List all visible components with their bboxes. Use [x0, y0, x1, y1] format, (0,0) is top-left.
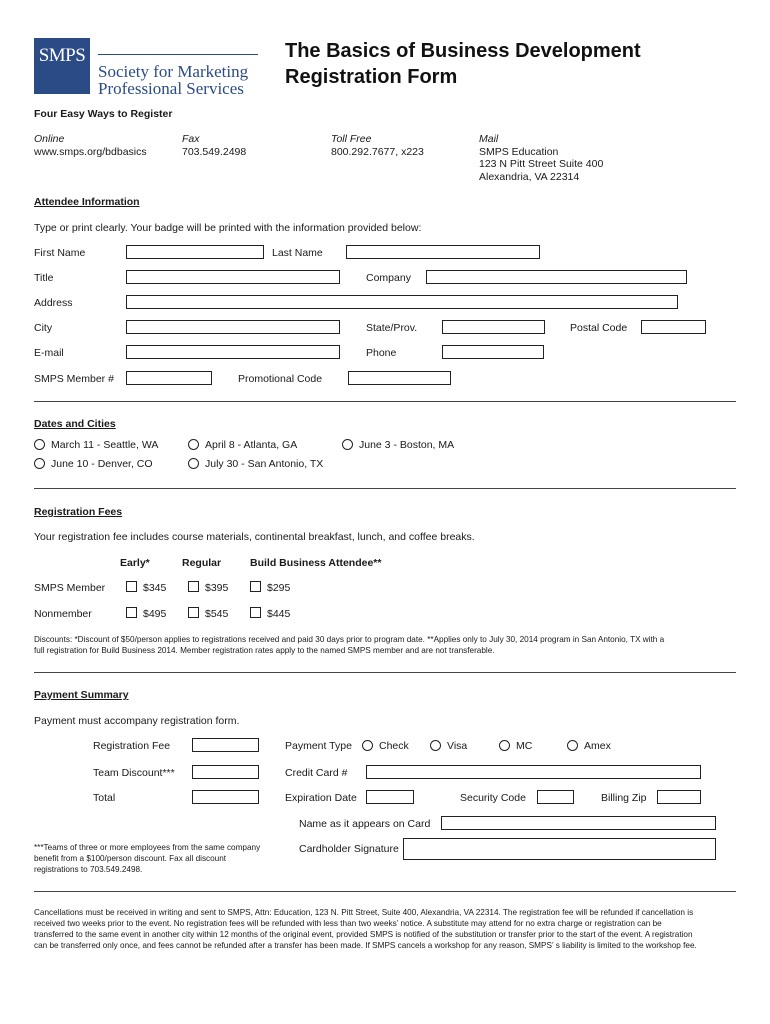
security-code-field[interactable] — [537, 790, 574, 804]
billing-zip-field[interactable] — [657, 790, 701, 804]
city-field[interactable] — [126, 320, 340, 334]
billing-zip-label: Billing Zip — [601, 792, 647, 804]
mail-line3: Alexandria, VA 22314 — [479, 171, 580, 183]
first-name-label: First Name — [34, 247, 86, 259]
online-url[interactable]: www.smps.org/bdbasics — [34, 146, 147, 158]
date-atlanta-label: April 8 - Atlanta, GA — [205, 439, 298, 451]
visa-label: Visa — [447, 740, 468, 752]
first-name-field[interactable] — [126, 245, 264, 259]
expiration-label: Expiration Date — [285, 792, 357, 804]
dates-heading: Dates and Cities — [34, 418, 116, 430]
signature-label: Cardholder Signature — [299, 843, 399, 855]
radio-mc[interactable] — [499, 740, 510, 751]
postal-field[interactable] — [641, 320, 706, 334]
logo-rule — [98, 54, 258, 55]
phone-label: Phone — [366, 347, 397, 359]
payment-type-label: Payment Type — [285, 740, 352, 752]
divider-2 — [34, 488, 736, 489]
online-label: Online — [34, 133, 65, 145]
mc-label: MC — [516, 740, 533, 752]
radio-boston[interactable] — [342, 439, 353, 450]
signature-field[interactable] — [403, 838, 716, 860]
payment-intro: Payment must accompany registration form. — [34, 715, 240, 727]
col-regular: Regular — [182, 557, 222, 569]
fees-heading: Registration Fees — [34, 506, 123, 518]
checkbox-member-early[interactable] — [126, 581, 137, 592]
postal-label: Postal Code — [570, 322, 628, 334]
smps-logo-badge — [34, 38, 90, 94]
divider-1 — [34, 401, 736, 402]
fees-intro: Your registration fee includes course materials, continental breakfast, lunch, and coffee breaks. — [34, 531, 475, 543]
email-field[interactable] — [126, 345, 340, 359]
last-name-label: Last Name — [272, 247, 323, 259]
total-field[interactable] — [192, 790, 259, 804]
expiration-field[interactable] — [366, 790, 414, 804]
nonmember-build-price: $445 — [267, 608, 291, 620]
checkbox-member-build[interactable] — [250, 581, 261, 592]
divider-4 — [34, 891, 736, 892]
name-on-card-label: Name as it appears on Card — [299, 818, 431, 830]
row-member-label: SMPS Member — [34, 582, 106, 594]
member-number-label: SMPS Member # — [34, 373, 114, 385]
fax-number: 703.549.2498 — [182, 146, 247, 158]
checkbox-nonmember-regular[interactable] — [188, 607, 199, 618]
nonmember-early-price: $495 — [143, 608, 167, 620]
row-nonmember-label: Nonmember — [34, 608, 92, 620]
radio-denver[interactable] — [34, 458, 45, 469]
team-note-line3: registrations to 703.549.2498. — [34, 865, 143, 874]
member-regular-price: $395 — [205, 582, 229, 594]
form-title: The Basics of Business Development — [285, 40, 641, 62]
member-early-price: $345 — [143, 582, 167, 594]
promo-code-label: Promotional Code — [238, 373, 323, 385]
amex-label: Amex — [584, 740, 611, 752]
col-early: Early* — [120, 557, 150, 569]
address-field[interactable] — [126, 295, 678, 309]
radio-visa[interactable] — [430, 740, 441, 751]
radio-check[interactable] — [362, 740, 373, 751]
date-san-antonio-label: July 30 - San Antonio, TX — [205, 458, 324, 470]
date-seattle-label: March 11 - Seattle, WA — [51, 439, 159, 451]
cancellation-line2: received two weeks prior to the event. No registration fees will be refunded with less than two weeks’ notice. A substitute may attend for no extra charge or registration can be — [34, 919, 662, 928]
company-field[interactable] — [426, 270, 687, 284]
discount-note-line2: full registration for Build Business 2014. Member registration rates apply to the named SMPS member and are not transferable. — [34, 646, 495, 655]
mail-line1: SMPS Education — [479, 146, 559, 158]
fax-label: Fax — [182, 133, 200, 145]
cancellation-line1: Cancellations must be received in writing and sent to SMPS, Attn: Education, 123 N. Pitt Street, Suite 400, Alexandria, VA 22314. The registration fee will be refunded if cancellation is — [34, 908, 694, 917]
credit-card-label: Credit Card # — [285, 767, 348, 779]
address-label: Address — [34, 297, 73, 309]
radio-seattle[interactable] — [34, 439, 45, 450]
email-label: E-mail — [34, 347, 64, 359]
form-subtitle: Registration Form — [285, 66, 458, 88]
team-discount-label: Team Discount*** — [93, 767, 175, 779]
credit-card-field[interactable] — [366, 765, 701, 779]
mail-label: Mail — [479, 133, 499, 145]
nonmember-regular-price: $545 — [205, 608, 229, 620]
member-build-price: $295 — [267, 582, 291, 594]
logo-badge-text: SMPS — [38, 45, 86, 66]
checkbox-nonmember-early[interactable] — [126, 607, 137, 618]
state-field[interactable] — [442, 320, 545, 334]
radio-amex[interactable] — [567, 740, 578, 751]
mail-line2: 123 N Pitt Street Suite 400 — [479, 158, 604, 170]
team-discount-field[interactable] — [192, 765, 259, 779]
member-number-field[interactable] — [126, 371, 212, 385]
state-label: State/Prov. — [366, 322, 418, 334]
discount-note-line1: Discounts: *Discount of $50/person applies to registrations received and paid 30 days prior to program date. **Applies only to July 30, 2014 program in San Antonio, TX with a — [34, 635, 665, 644]
promo-code-field[interactable] — [348, 371, 451, 385]
phone-field[interactable] — [442, 345, 544, 359]
divider-3 — [34, 672, 736, 673]
title-field[interactable] — [126, 270, 340, 284]
team-note-line2: benefit from a $100/person discount. Fax all discount — [34, 854, 227, 863]
date-boston-label: June 3 - Boston, MA — [359, 439, 455, 451]
team-note-line1: ***Teams of three or more employees from the same company — [34, 843, 261, 852]
city-label: City — [34, 322, 53, 334]
col-build-business: Build Business Attendee** — [250, 557, 382, 569]
cancellation-line3: transferred to the same event in another city within 12 months of the original event, provided SMPS is notified of the substitution or transfer prior to the start of the event. A registration — [34, 930, 693, 939]
security-code-label: Security Code — [460, 792, 526, 804]
total-label: Total — [93, 792, 116, 804]
registration-fee-field[interactable] — [192, 738, 259, 752]
title-label: Title — [34, 272, 54, 284]
tollfree-number: 800.292.7677, x223 — [331, 146, 424, 158]
attendee-instructions: Type or print clearly. Your badge will be printed with the information provided below: — [34, 222, 422, 234]
name-on-card-field[interactable] — [441, 816, 716, 830]
company-label: Company — [366, 272, 411, 284]
registration-fee-label: Registration Fee — [93, 740, 171, 752]
cancellation-line4: can be transferred only once, and fees cannot be refunded after a transfer has been made. If SMPS cancels a workshop for any reason, SMPS’ s liability is limited to the workshop fee. — [34, 941, 697, 950]
ways-heading: Four Easy Ways to Register — [34, 108, 173, 120]
check-label: Check — [379, 740, 409, 752]
payment-heading: Payment Summary — [34, 689, 129, 701]
checkbox-member-regular[interactable] — [188, 581, 199, 592]
logo-name-line2: Professional Services — [98, 79, 244, 98]
last-name-field[interactable] — [346, 245, 540, 259]
attendee-heading: Attendee Information — [34, 196, 140, 208]
logo-name-line1: Society for Marketing — [98, 62, 249, 81]
radio-san-antonio[interactable] — [188, 458, 199, 469]
tollfree-label: Toll Free — [331, 133, 372, 145]
checkbox-nonmember-build[interactable] — [250, 607, 261, 618]
date-denver-label: June 10 - Denver, CO — [51, 458, 153, 470]
radio-atlanta[interactable] — [188, 439, 199, 450]
